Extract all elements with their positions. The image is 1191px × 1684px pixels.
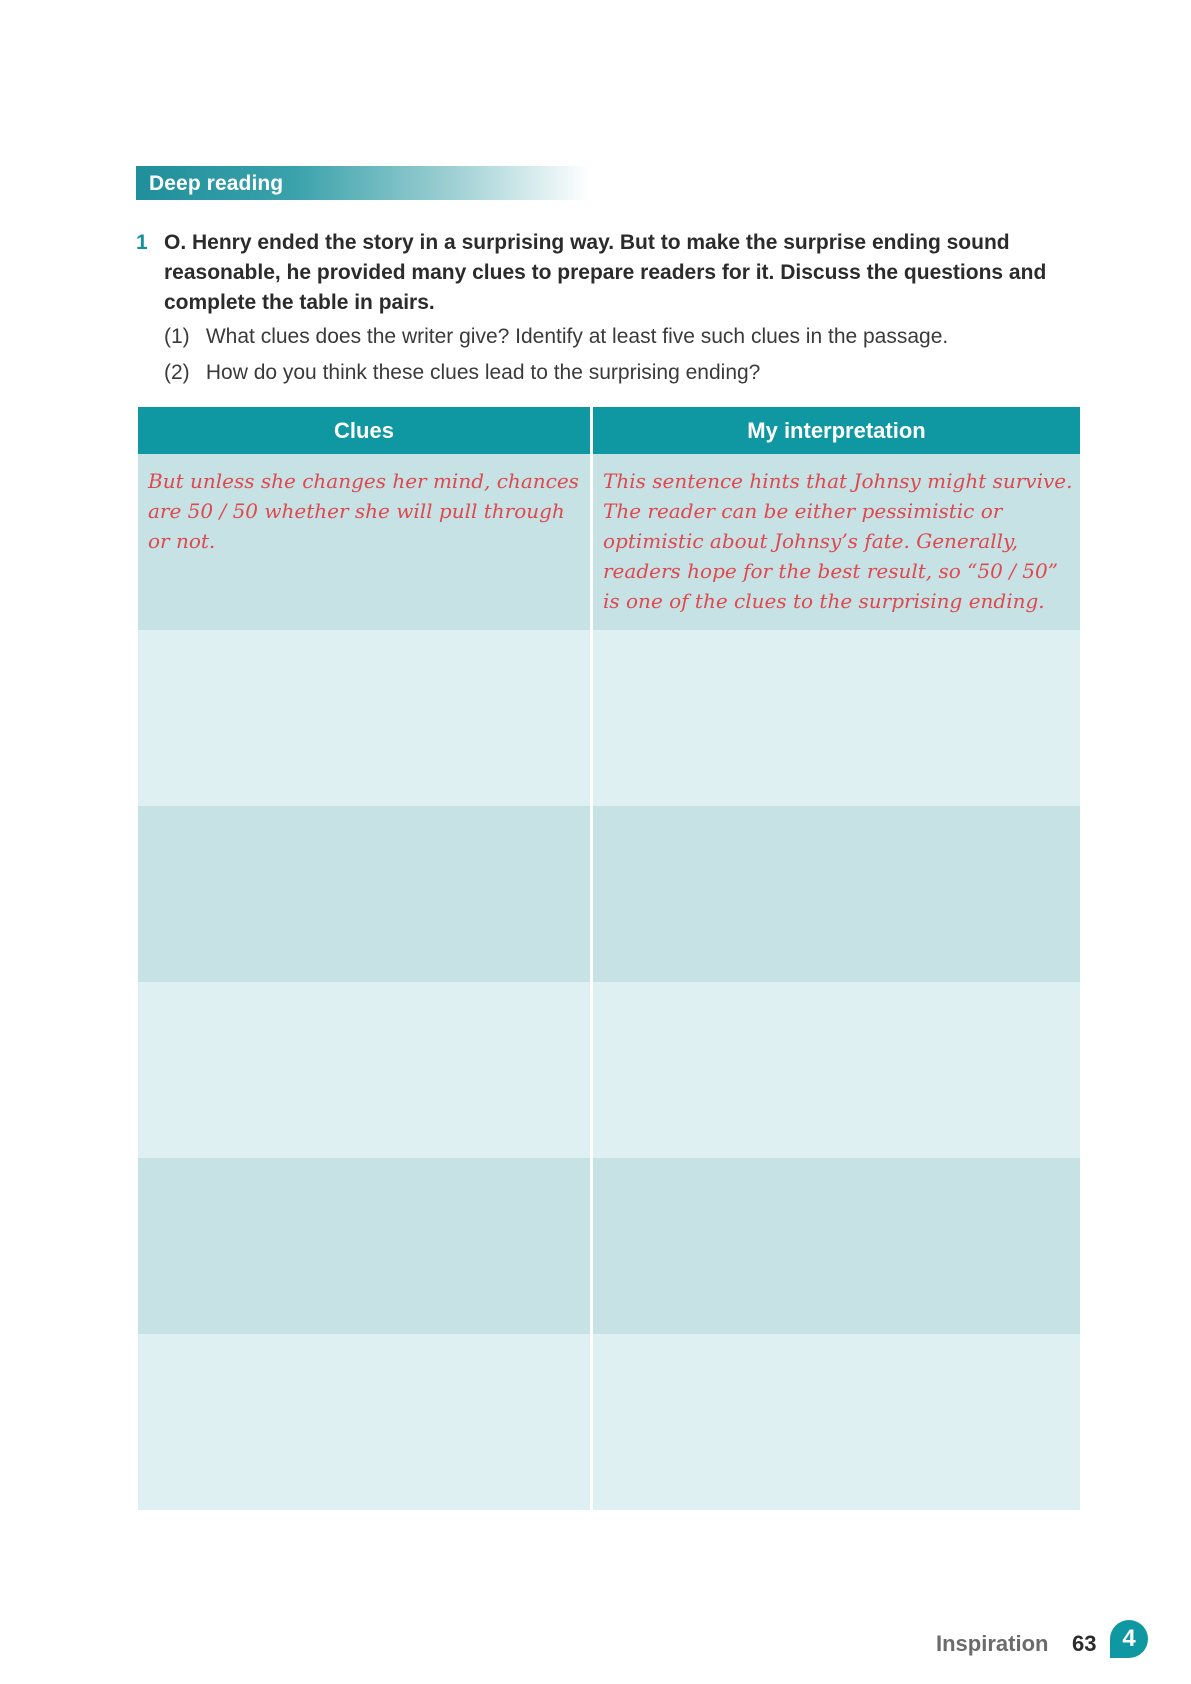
sub-question-2 bbox=[164, 358, 760, 388]
table-row bbox=[138, 1334, 1080, 1510]
column-divider bbox=[590, 630, 593, 806]
unit-badge: 4 bbox=[1110, 1620, 1148, 1658]
table-row bbox=[138, 1158, 1080, 1334]
column-divider bbox=[590, 454, 593, 630]
clues-table bbox=[138, 407, 1080, 1509]
header-clues: Clues bbox=[334, 418, 394, 443]
column-divider bbox=[590, 1158, 593, 1334]
sub-question-number: (2) bbox=[164, 361, 190, 384]
sub-question-number: (1) bbox=[164, 325, 190, 348]
question-number: 1 bbox=[136, 231, 148, 254]
table-row bbox=[138, 630, 1080, 806]
table-header bbox=[138, 407, 1080, 454]
table-row bbox=[138, 982, 1080, 1158]
question-text: O. Henry ended the story in a surprising way. But to make the surprise ending sound reasonable, he provided many clues to prepare readers for it. Discuss the questions and complete the table in pairs. bbox=[164, 231, 1047, 314]
sub-question-1 bbox=[164, 322, 948, 352]
column-divider bbox=[590, 982, 593, 1158]
section-title: Deep reading bbox=[149, 172, 284, 195]
header-interpretation: My interpretation bbox=[747, 418, 926, 443]
page-number: 63 bbox=[1072, 1631, 1097, 1656]
interpretation-cell[interactable]: This sentence hints that Johnsy might survive. The reader can be either pessimistic or optimistic about Johnsy’s fate. Generally, readers hope for the best result, so “50 / 50” is one of the clues to the surprising ending. bbox=[603, 469, 1073, 613]
column-divider bbox=[590, 806, 593, 982]
column-divider bbox=[590, 1334, 593, 1510]
table-row bbox=[138, 806, 1080, 982]
sub-question-text: How do you think these clues lead to the surprising ending? bbox=[205, 361, 761, 384]
sub-question-text: What clues does the writer give? Identify at least five such clues in the passage. bbox=[205, 325, 949, 348]
section-banner bbox=[136, 166, 590, 200]
footer-unit-title: Inspiration bbox=[936, 1631, 1049, 1656]
clue-cell[interactable]: But unless she changes her mind, chances are 50 / 50 whether she will pull through or not. bbox=[148, 469, 579, 553]
table-row bbox=[138, 454, 1080, 630]
